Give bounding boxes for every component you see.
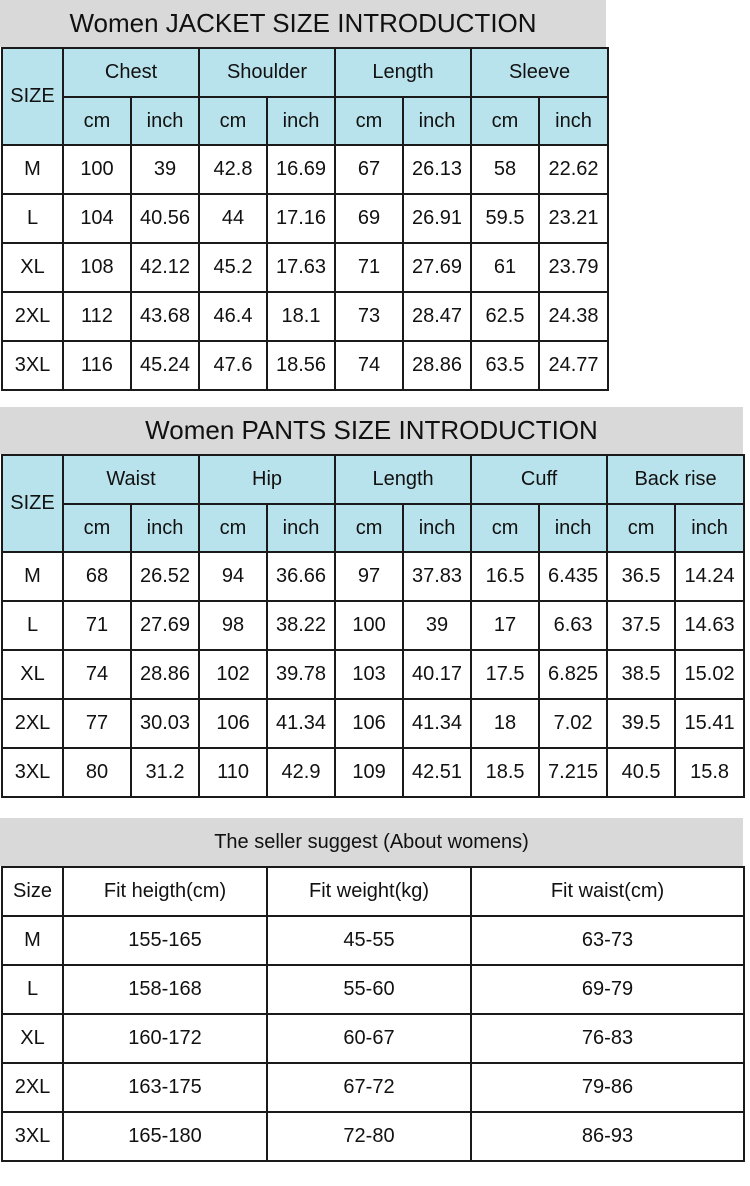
suggest-table xyxy=(1,866,745,1162)
value-cell: 16.69 xyxy=(267,145,335,194)
value-cell: 15.41 xyxy=(675,699,744,748)
table-row xyxy=(2,965,744,1014)
value-cell: 26.91 xyxy=(403,194,471,243)
value-cell: 45.2 xyxy=(199,243,267,292)
value-cell: 24.38 xyxy=(539,292,608,341)
value-cell: 37.83 xyxy=(403,552,471,601)
value-cell: 104 xyxy=(63,194,131,243)
size-cell: XL xyxy=(2,243,63,292)
value-cell: 165-180 xyxy=(63,1112,267,1161)
value-cell: 17.63 xyxy=(267,243,335,292)
value-cell: 42.8 xyxy=(199,145,267,194)
table-row xyxy=(2,194,608,243)
value-cell: 42.12 xyxy=(131,243,199,292)
unit-header: inch xyxy=(267,97,335,145)
value-cell: 61 xyxy=(471,243,539,292)
size-cell: M xyxy=(2,552,63,601)
size-cell: 2XL xyxy=(2,699,63,748)
unit-header: inch xyxy=(675,504,744,552)
value-cell: 31.2 xyxy=(131,748,199,797)
value-cell: 16.5 xyxy=(471,552,539,601)
unit-header: inch xyxy=(403,504,471,552)
column-group-header: Waist xyxy=(63,455,199,504)
value-cell: 17.5 xyxy=(471,650,539,699)
column-header: Fit waist(cm) xyxy=(471,867,744,916)
value-cell: 38.22 xyxy=(267,601,335,650)
size-cell: 3XL xyxy=(2,748,63,797)
size-cell: 3XL xyxy=(2,1112,63,1161)
value-cell: 63-73 xyxy=(471,916,744,965)
value-cell: 155-165 xyxy=(63,916,267,965)
value-cell: 116 xyxy=(63,341,131,390)
value-cell: 108 xyxy=(63,243,131,292)
value-cell: 69-79 xyxy=(471,965,744,1014)
value-cell: 112 xyxy=(63,292,131,341)
value-cell: 63.5 xyxy=(471,341,539,390)
value-cell: 40.17 xyxy=(403,650,471,699)
size-header: SIZE xyxy=(2,455,63,552)
value-cell: 163-175 xyxy=(63,1063,267,1112)
column-group-header: Chest xyxy=(63,48,199,97)
table-row xyxy=(2,1112,744,1161)
unit-header: cm xyxy=(471,504,539,552)
value-cell: 18.5 xyxy=(471,748,539,797)
value-cell: 17 xyxy=(471,601,539,650)
table-row xyxy=(2,916,744,965)
unit-header: cm xyxy=(63,504,131,552)
value-cell: 22.62 xyxy=(539,145,608,194)
value-cell: 98 xyxy=(199,601,267,650)
column-group-header: Length xyxy=(335,455,471,504)
value-cell: 102 xyxy=(199,650,267,699)
value-cell: 77 xyxy=(63,699,131,748)
suggest-title: The seller suggest (About womens) xyxy=(0,818,743,866)
value-cell: 28.47 xyxy=(403,292,471,341)
value-cell: 67 xyxy=(335,145,403,194)
value-cell: 43.68 xyxy=(131,292,199,341)
value-cell: 36.5 xyxy=(607,552,675,601)
unit-header: inch xyxy=(539,97,608,145)
column-header: Fit weight(kg) xyxy=(267,867,471,916)
value-cell: 158-168 xyxy=(63,965,267,1014)
value-cell: 41.34 xyxy=(267,699,335,748)
value-cell: 106 xyxy=(199,699,267,748)
column-header: Size xyxy=(2,867,63,916)
value-cell: 39 xyxy=(131,145,199,194)
value-cell: 62.5 xyxy=(471,292,539,341)
size-cell: 2XL xyxy=(2,292,63,341)
value-cell: 46.4 xyxy=(199,292,267,341)
value-cell: 60-67 xyxy=(267,1014,471,1063)
value-cell: 100 xyxy=(335,601,403,650)
size-cell: L xyxy=(2,601,63,650)
value-cell: 74 xyxy=(335,341,403,390)
value-cell: 94 xyxy=(199,552,267,601)
size-cell: 3XL xyxy=(2,341,63,390)
value-cell: 6.435 xyxy=(539,552,607,601)
value-cell: 42.51 xyxy=(403,748,471,797)
value-cell: 74 xyxy=(63,650,131,699)
value-cell: 58 xyxy=(471,145,539,194)
value-cell: 26.13 xyxy=(403,145,471,194)
value-cell: 27.69 xyxy=(403,243,471,292)
table-row xyxy=(2,650,744,699)
table-row xyxy=(2,699,744,748)
value-cell: 7.215 xyxy=(539,748,607,797)
table-row xyxy=(2,145,608,194)
value-cell: 14.24 xyxy=(675,552,744,601)
value-cell: 39.78 xyxy=(267,650,335,699)
unit-header: cm xyxy=(335,97,403,145)
value-cell: 17.16 xyxy=(267,194,335,243)
value-cell: 45-55 xyxy=(267,916,471,965)
table-row xyxy=(2,601,744,650)
value-cell: 38.5 xyxy=(607,650,675,699)
unit-header: cm xyxy=(199,97,267,145)
value-cell: 97 xyxy=(335,552,403,601)
value-cell: 69 xyxy=(335,194,403,243)
value-cell: 106 xyxy=(335,699,403,748)
value-cell: 76-83 xyxy=(471,1014,744,1063)
value-cell: 109 xyxy=(335,748,403,797)
jacket-size-table xyxy=(1,47,609,391)
pants-size-table xyxy=(1,454,745,798)
value-cell: 40.5 xyxy=(607,748,675,797)
value-cell: 6.63 xyxy=(539,601,607,650)
value-cell: 26.52 xyxy=(131,552,199,601)
value-cell: 7.02 xyxy=(539,699,607,748)
value-cell: 86-93 xyxy=(471,1112,744,1161)
value-cell: 24.77 xyxy=(539,341,608,390)
value-cell: 67-72 xyxy=(267,1063,471,1112)
value-cell: 40.56 xyxy=(131,194,199,243)
column-group-header: Sleeve xyxy=(471,48,608,97)
size-header: SIZE xyxy=(2,48,63,145)
unit-header: cm xyxy=(335,504,403,552)
value-cell: 18.1 xyxy=(267,292,335,341)
value-cell: 160-172 xyxy=(63,1014,267,1063)
value-cell: 28.86 xyxy=(403,341,471,390)
value-cell: 73 xyxy=(335,292,403,341)
size-cell: 2XL xyxy=(2,1063,63,1112)
column-group-header: Hip xyxy=(199,455,335,504)
unit-header: cm xyxy=(607,504,675,552)
value-cell: 79-86 xyxy=(471,1063,744,1112)
unit-header: inch xyxy=(131,97,199,145)
unit-header: inch xyxy=(403,97,471,145)
value-cell: 37.5 xyxy=(607,601,675,650)
size-cell: XL xyxy=(2,650,63,699)
value-cell: 110 xyxy=(199,748,267,797)
value-cell: 6.825 xyxy=(539,650,607,699)
table-row xyxy=(2,341,608,390)
value-cell: 23.21 xyxy=(539,194,608,243)
value-cell: 39 xyxy=(403,601,471,650)
column-group-header: Cuff xyxy=(471,455,607,504)
value-cell: 30.03 xyxy=(131,699,199,748)
value-cell: 28.86 xyxy=(131,650,199,699)
column-group-header: Length xyxy=(335,48,471,97)
value-cell: 59.5 xyxy=(471,194,539,243)
value-cell: 41.34 xyxy=(403,699,471,748)
value-cell: 55-60 xyxy=(267,965,471,1014)
value-cell: 36.66 xyxy=(267,552,335,601)
table-row xyxy=(2,1014,744,1063)
table-row xyxy=(2,292,608,341)
size-cell: L xyxy=(2,965,63,1014)
column-header: Fit heigth(cm) xyxy=(63,867,267,916)
value-cell: 15.8 xyxy=(675,748,744,797)
table-row xyxy=(2,243,608,292)
table-row xyxy=(2,1063,744,1112)
column-group-header: Back rise xyxy=(607,455,744,504)
pants-title: Women PANTS SIZE INTRODUCTION xyxy=(0,407,743,454)
column-group-header: Shoulder xyxy=(199,48,335,97)
value-cell: 42.9 xyxy=(267,748,335,797)
value-cell: 18 xyxy=(471,699,539,748)
value-cell: 39.5 xyxy=(607,699,675,748)
unit-header: inch xyxy=(539,504,607,552)
value-cell: 71 xyxy=(335,243,403,292)
jacket-title: Women JACKET SIZE INTRODUCTION xyxy=(0,0,606,47)
value-cell: 44 xyxy=(199,194,267,243)
size-cell: M xyxy=(2,145,63,194)
table-row xyxy=(2,552,744,601)
value-cell: 68 xyxy=(63,552,131,601)
value-cell: 47.6 xyxy=(199,341,267,390)
unit-header: cm xyxy=(471,97,539,145)
value-cell: 100 xyxy=(63,145,131,194)
value-cell: 80 xyxy=(63,748,131,797)
size-cell: XL xyxy=(2,1014,63,1063)
unit-header: cm xyxy=(63,97,131,145)
value-cell: 14.63 xyxy=(675,601,744,650)
value-cell: 72-80 xyxy=(267,1112,471,1161)
size-cell: M xyxy=(2,916,63,965)
unit-header: cm xyxy=(199,504,267,552)
unit-header: inch xyxy=(131,504,199,552)
value-cell: 71 xyxy=(63,601,131,650)
unit-header: inch xyxy=(267,504,335,552)
value-cell: 103 xyxy=(335,650,403,699)
size-cell: L xyxy=(2,194,63,243)
value-cell: 15.02 xyxy=(675,650,744,699)
table-row xyxy=(2,748,744,797)
value-cell: 23.79 xyxy=(539,243,608,292)
value-cell: 45.24 xyxy=(131,341,199,390)
value-cell: 18.56 xyxy=(267,341,335,390)
value-cell: 27.69 xyxy=(131,601,199,650)
